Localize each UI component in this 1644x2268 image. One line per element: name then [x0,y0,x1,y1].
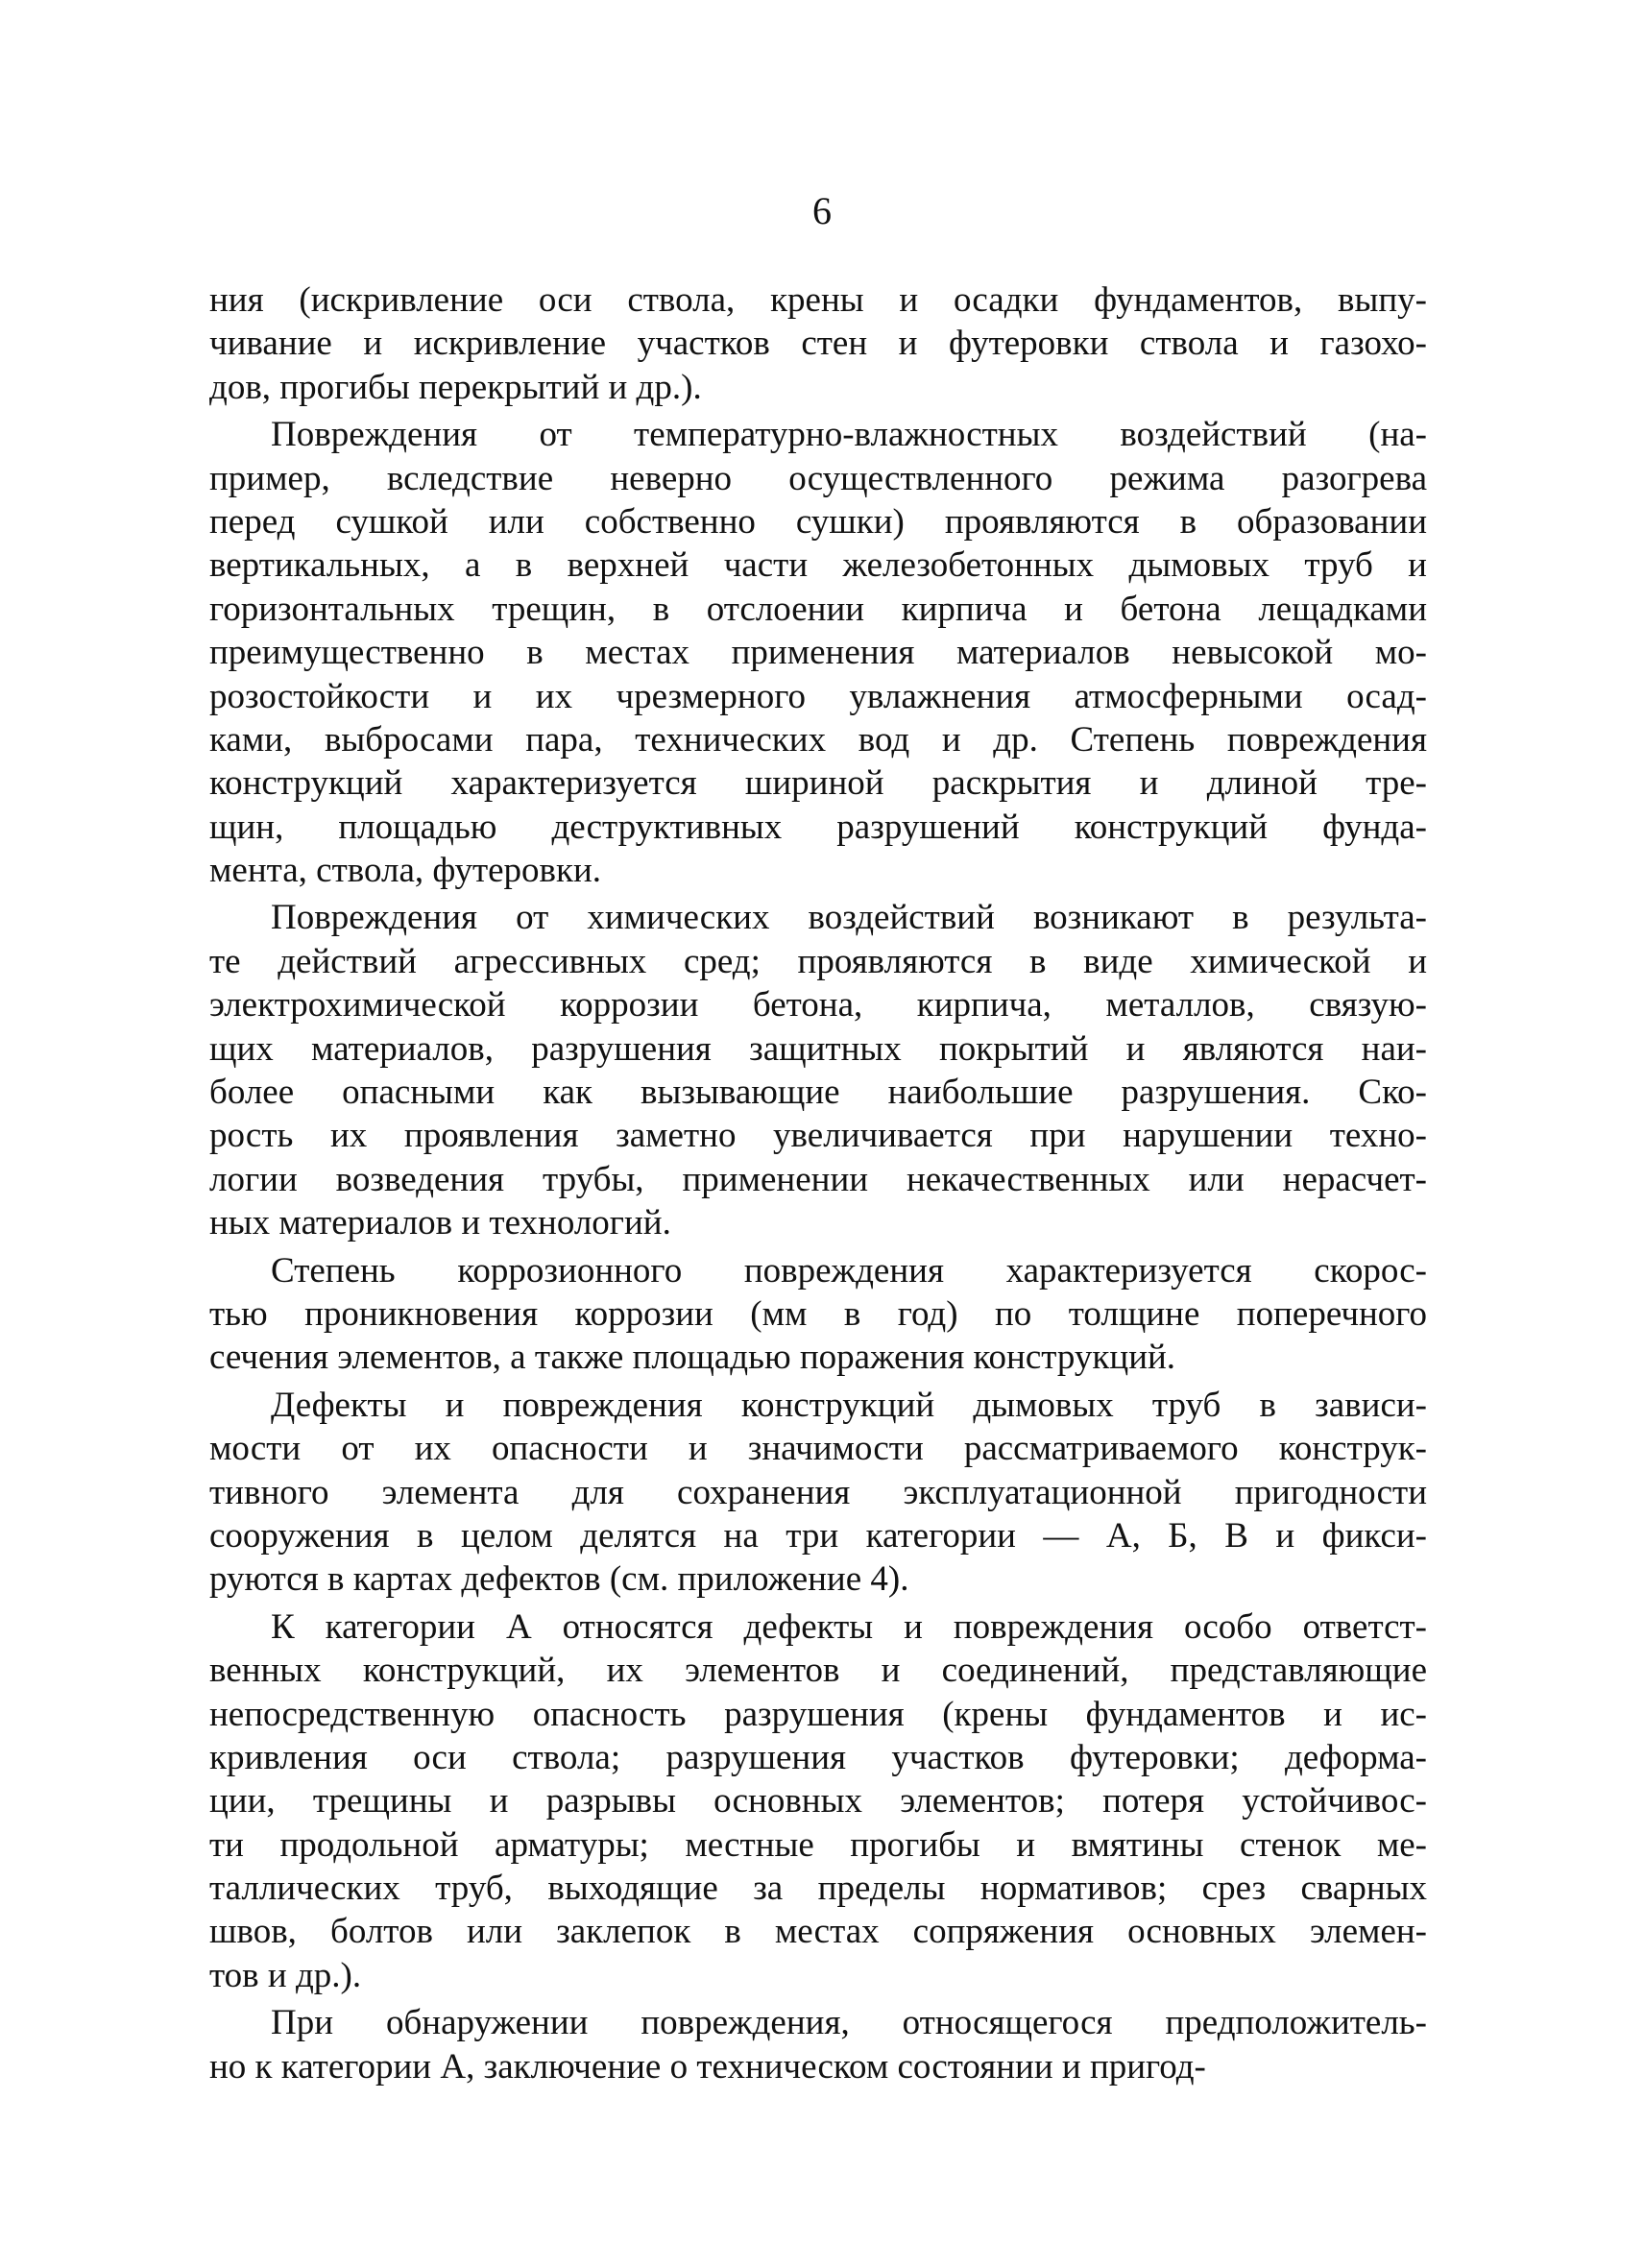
text-line: Повреждения от химических воздействий возникают в результа- [271,898,1427,938]
paragraph [209,1384,1427,1602]
paragraph [209,1249,1427,1380]
text-line: пример, вследствие неверно осуществленного режима разогрева [209,458,1427,498]
paragraph [209,896,1427,1244]
text-line: сооружения в целом делятся на три категории — А, Б, В и фикси- [209,1515,1427,1556]
text-line: При обнаружении повреждения, относящегося предположитель- [271,2003,1427,2043]
text-line: дов, прогибы перекрытий и др.). [209,367,702,407]
text-line: Степень коррозионного повреждения характеризуется скорос- [271,1250,1427,1291]
text-line: сечения элементов, а также площадью поражения конструкций. [209,1338,1176,1378]
text-line: горизонтальных трещин, в отслоении кирпича и бетона лещадками [209,589,1427,629]
text-line: руются в картах дефектов (см. приложение 4). [209,1559,909,1600]
text-line: щин, площадью деструктивных разрушений конструкций фунда- [209,807,1427,847]
text-line: но к категории А, заключение о техническом состоянии и пригод- [209,2046,1206,2087]
text-line: венных конструкций, их элементов и соединений, представляющие [209,1651,1427,1691]
text-line: щих материалов, разрушения защитных покрытий и являются наи- [209,1028,1427,1069]
text-line: те действий агрессивных сред; проявляются в виде химической и [209,941,1427,981]
text-line: более опасными как вызывающие наибольшие разрушения. Ско- [209,1073,1427,1113]
text-line: тов и др.). [209,1955,362,1995]
paragraph [209,413,1427,892]
text-line: швов, болтов или заклепок в местах сопряжения основных элемен- [209,1912,1427,1952]
text-line: таллических труб, выходящие за пределы нормативов; срез сварных [209,1869,1427,1909]
body-text [209,278,1427,2088]
text-line: вертикальных, а в верхней части железобетонных дымовых труб и [209,545,1427,586]
page-number: 6 [812,189,832,232]
text-line: Повреждения от температурно-влажностных воздействий (на- [271,415,1427,455]
text-line: К категории А относятся дефекты и повреждения особо ответст- [271,1606,1427,1647]
text-line: чивание и искривление участков стен и футеровки ствола и газохо- [209,324,1427,364]
text-line: электрохимической коррозии бетона, кирпича, металлов, связую- [209,985,1427,1025]
text-line: мента, ствола, футеровки. [209,851,602,891]
text-line: мости от их опасности и значимости рассматриваемого конструк- [209,1429,1427,1469]
text-line: логии возведения трубы, применении некачественных или нерасчет- [209,1159,1427,1199]
text-line: рость их проявления заметно увеличивается при нарушении техно- [209,1116,1427,1156]
paragraph [209,1605,1427,1998]
text-line: розостойкости и их чрезмерного увлажнения атмосферными осад- [209,676,1427,716]
text-line: конструкций характеризуется шириной раскрытия и длиной тре- [209,763,1427,804]
text-line: непосредственную опасность разрушения (крены фундаментов и ис- [209,1694,1427,1734]
text-line: ти продольной арматуры; местные прогибы и вмятины стенок ме- [209,1824,1427,1865]
text-line: ных материалов и технологий. [209,1203,671,1243]
paragraph [209,278,1427,409]
text-line: тью проникновения коррозии (мм в год) по толщине поперечного [209,1293,1427,1334]
text-line: перед сушкой или собственно сушки) проявляются в образовании [209,501,1427,542]
text-line: тивного элемента для сохранения эксплуатационной пригодности [209,1472,1427,1512]
text-line: Дефекты и повреждения конструкций дымовых труб в зависи- [271,1385,1427,1425]
text-line: ками, выбросами пара, технических вод и др. Степень повреждения [209,719,1427,760]
text-line: ния (искривление оси ствола, крены и осадки фундаментов, выпу- [209,280,1427,320]
text-line: кривления оси ствола; разрушения участков футеровки; деформа- [209,1737,1427,1777]
text-line: преимущественно в местах применения материалов невысокой мо- [209,633,1427,673]
paragraph [209,2001,1427,2088]
text-line: ции, трещины и разрывы основных элементов; потеря устойчивос- [209,1781,1427,1822]
